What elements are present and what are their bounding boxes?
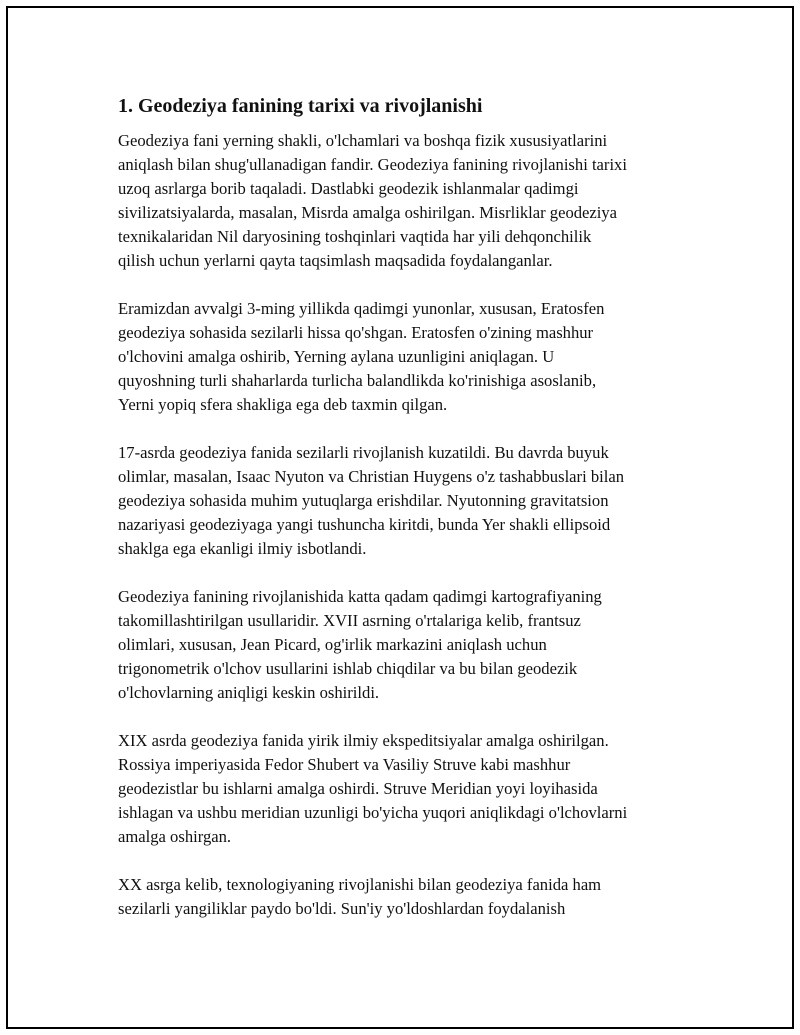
paragraph-line: XX asrga kelib, texnologiyaning rivojlanishi bilan geodeziya fanida ham [118, 875, 602, 894]
paragraph-line: ishlagan va ushbu meridian uzunligi bo'yicha yuqori aniqlikdagi o'lchovlarni [118, 803, 628, 822]
paragraph-line: o'lchovlarning aniqligi keskin oshirildi. [118, 683, 380, 702]
paragraph-line: uzoq asrlarga borib taqaladi. Dastlabki geodezik ishlanmalar qadimgi [118, 179, 579, 198]
paragraph-line: olimlar, masalan, Isaac Nyuton va Christian Huygens o'z tashabbuslari bilan [118, 467, 625, 486]
paragraph-line: geodezistlar bu ishlarni amalga oshirdi. Struve Meridian yoyi loyihasida [118, 779, 598, 798]
paragraph-line: Yerni yopiq sfera shakliga ega deb taxmin qilgan. [118, 395, 448, 414]
paragraph-line: trigonometrik o'lchov usullarini ishlab chiqdilar va bu bilan geodezik [118, 659, 578, 678]
document-body [118, 93, 708, 945]
paragraph-line: sivilizatsiyalarda, masalan, Misrda amalga oshirilgan. Misrliklar geodeziya [118, 203, 618, 222]
paragraph [118, 585, 708, 705]
document-title: 1. Geodeziya fanining tarixi va rivojlanishi [118, 95, 483, 117]
paragraph-line: olimlari, xususan, Jean Picard, og'irlik markazini aniqlash uchun [118, 635, 547, 654]
paragraph-line: sezilarli yangiliklar paydo bo'ldi. Sun'iy yo'ldoshlardan foydalanish [118, 899, 566, 918]
paragraph-line: Rossiya imperiyasida Fedor Shubert va Vasiliy Struve kabi mashhur [118, 755, 571, 774]
paragraph-line: quyoshning turli shaharlarda turlicha balandlikda ko'rinishiga asoslanib, [118, 371, 597, 390]
paragraph-line: Eramizdan avvalgi 3-ming yillikda qadimgi yunonlar, xususan, Eratosfen [118, 299, 605, 318]
paragraph-list [118, 129, 708, 921]
paragraph [118, 297, 708, 417]
paragraph-line: geodeziya sohasida muhim yutuqlarga erishdilar. Nyutonning gravitatsion [118, 491, 609, 510]
paragraph [118, 441, 708, 561]
paragraph-line: shaklga ega ekanligi ilmiy isbotlandi. [118, 539, 367, 558]
paragraph-line: aniqlash bilan shug'ullanadigan fandir. Geodeziya fanining rivojlanishi tarixi [118, 155, 627, 174]
paragraph-line: nazariyasi geodeziyaga yangi tushuncha kiritdi, bunda Yer shakli ellipsoid [118, 515, 611, 534]
paragraph [118, 729, 708, 849]
paragraph-line: o'lchovini amalga oshirib, Yerning aylana uzunligini aniqlagan. U [118, 347, 555, 366]
paragraph [118, 873, 708, 921]
paragraph-line: amalga oshirgan. [118, 827, 232, 846]
paragraph [118, 129, 708, 273]
paragraph-line: geodeziya sohasida sezilarli hissa qo'shgan. Eratosfen o'zining mashhur [118, 323, 594, 342]
paragraph-line: texnikalaridan Nil daryosining toshqinlari vaqtida har yili dehqonchilik [118, 227, 592, 246]
paragraph-line: Geodeziya fani yerning shakli, o'lchamlari va boshqa fizik xususiyatlarini [118, 131, 608, 150]
paragraph-line: takomillashtirilgan usullaridir. XVII asrning o'rtalariga kelib, frantsuz [118, 611, 581, 630]
paragraph-line: qilish uchun yerlarni qayta taqsimlash maqsadida foydalanganlar. [118, 251, 553, 270]
paragraph-line: 17-asrda geodeziya fanida sezilarli rivojlanish kuzatildi. Bu davrda buyuk [118, 443, 609, 462]
paragraph-line: XIX asrda geodeziya fanida yirik ilmiy ekspeditsiyalar amalga oshirilgan. [118, 731, 609, 750]
paragraph-line: Geodeziya fanining rivojlanishida katta qadam qadimgi kartografiyaning [118, 587, 602, 606]
